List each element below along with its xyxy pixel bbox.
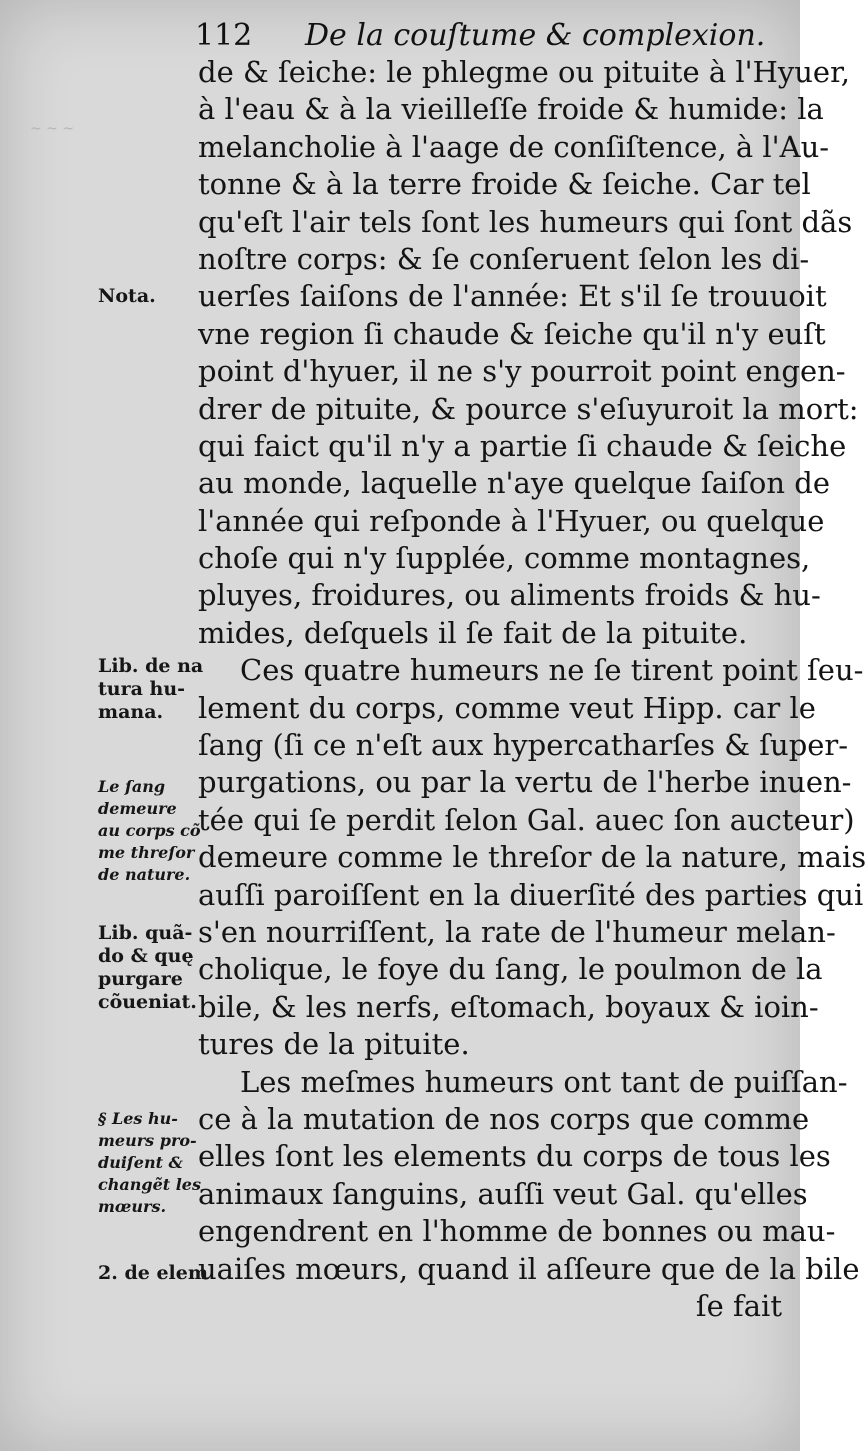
text-line: auſſi paroiſſent en la diuerſité des parties qui [198,877,864,912]
text-line: purgations, ou par la vertu de l'herbe inuen- [198,765,852,800]
margin-note-lib-quando: Lib. quã- do & quę purgare cõueniat. [98,922,197,1013]
text-line: animaux ſanguins, auſſi veut Gal. qu'elles [198,1176,808,1211]
text-line: l'année qui reſponde à l'Hyuer, ou quelque [198,503,825,538]
text-line: ſang (ſi ce n'eſt aux hypercatharſes & ſuper- [198,728,849,763]
running-title: De la couſtume & complexion. [305,18,766,53]
margin-note-humeurs: § Les hu- meurs pro- duiſent & changẽt les mœurs. [98,1109,201,1216]
text-line: au monde, laquelle n'aye quelque ſaiſon de [198,466,830,501]
text-line: pluyes, froidures, ou aliments froids & hu- [198,578,821,613]
text-line: uerſes ſaiſons de l'année: Et s'il ſe trouuoit [198,279,827,314]
text-line: drer de pituite, & pource s'eſuyuroit la mort: [198,391,859,426]
margin-note-sang-demeure: Le ſang demeure au corps cõ me threſor de nature. [98,777,201,884]
text-line: cholique, le foye du ſang, le poulmon de la [198,952,823,987]
text-line: point d'hyuer, il ne s'y pourroit point engen- [198,354,846,389]
margin-note-nota: Nota. [98,285,156,307]
text-line: melancholie à l'aage de conſiſtence, à l'Au- [198,129,830,164]
body-text [198,54,866,1325]
text-line: elles ſont les elements du corps de tous les [198,1139,831,1174]
bleed-through-text: ~ ~ ~ [30,121,75,137]
text-line: lement du corps, comme veut Hipp. car le [198,690,816,725]
text-line: bile, & les nerfs, eſtomach, boyaux & ioin- [198,989,819,1024]
text-line: qui faict qu'il n'y a partie ſi chaude & ſeiche [198,428,847,463]
margin-note-de-elem: 2. de elem [98,1262,208,1284]
text-line: de & ſeiche: le phlegme ou pituite à l'Hyuer, [198,55,850,89]
text-line: ce à la mutation de nos corps que comme [198,1101,810,1136]
text-line: tée qui ſe perdit ſelon Gal. auec ſon aucteur) [198,802,855,837]
text-line: s'en nourriſſent, la rate de l'humeur melan- [198,914,836,949]
text-line: uaiſes mœurs, quand il aſſeure que de la bile [198,1251,860,1286]
text-line: engendrent en l'homme de bonnes ou mau- [198,1214,836,1249]
paragraph-start-line: Ces quatre humeurs ne ſe tirent point ſeu- [240,653,864,688]
text-line: à l'eau & à la vieilleſſe froide & humide: la [198,92,824,127]
margin-note-lib-natura: Lib. de na tura hu- mana. [98,655,204,723]
paragraph-start-line: Les meſmes humeurs ont tant de puiſſan- [240,1064,848,1099]
text-line: noſtre corps: & ſe conſeruent ſelon les di- [198,241,810,276]
page-header [195,18,780,58]
text-line: demeure comme le threſor de la nature, mais [198,840,866,875]
text-line: vne region ſi chaude & ſeiche qu'il n'y euſt [198,316,826,351]
text-line: choſe qui n'y ſupplée, comme montagnes, [198,541,811,576]
text-line: tures de la pituite. [198,1027,470,1062]
text-line: tonne & à la terre froide & ſeiche. Car tel [198,167,811,202]
catchword: ſe fait [695,1288,782,1323]
page-number: 112 [195,18,253,53]
text-line: qu'eſt l'air tels ſont les humeurs qui ſont dãs [198,204,853,239]
text-line: mides, deſquels il ſe fait de la pituite. [198,615,748,650]
